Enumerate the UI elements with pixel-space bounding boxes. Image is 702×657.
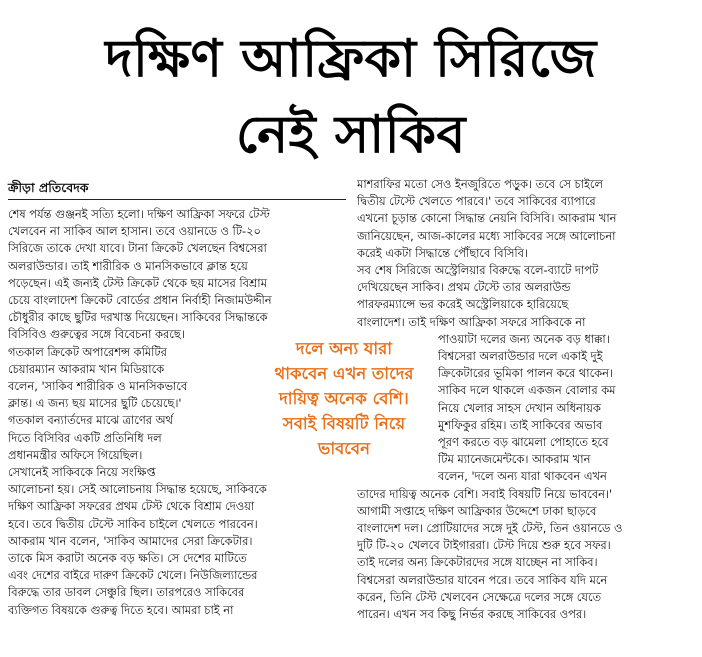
text-line: করেই একটা সিদ্ধান্তে পৌঁছাবে বিসিবি। xyxy=(357,245,529,260)
text-line: চেয়ে বাংলাদেশ ক্রিকেট বোর্ডের প্রধান নির্বাহী নিজামউদ্দীন xyxy=(8,292,272,307)
column-1-top xyxy=(8,206,350,344)
pull-quote-line: ভাববেন xyxy=(318,439,370,458)
text-line: গতকাল ক্রিকেট অপারেশন্স কমিটির xyxy=(8,344,167,359)
text-line: প্রধানমন্ত্রীর অফিসে গিয়েছিল। xyxy=(8,447,143,462)
text-line: বাংলাদেশ দল। প্রোটিয়াদের সঙ্গে দুই টেস্ট, তিন ওয়ানডে ও xyxy=(357,520,623,535)
text-line: তাই দলের অন্য ক্রিকেটারদের সঙ্গে যাচ্ছেন না সাকিব। xyxy=(357,555,598,570)
text-line: বিশ্বসেরা অলরাউন্ডার দলে একাই দুই xyxy=(438,348,603,363)
text-line: ক্রিকেটারের ভূমিকা পালন করে থাকেন। xyxy=(438,366,614,381)
text-line: অলরাউন্ডার। তাই শারীরিক ও মানসিকভাবে ক্লান্ত হয়ে xyxy=(8,258,248,273)
byline-divider xyxy=(8,199,346,200)
text-line: ক্লান্ত। এ জন্য ছয় মাসের ছুটি চেয়েছে।' xyxy=(8,396,182,411)
text-line: করেন, তিনি টেস্ট খেলবেন সেক্ষেত্রে দলের সঙ্গে যেতে xyxy=(357,589,602,604)
text-line: সব শেষ সিরিজে অস্ট্রেলিয়ার বিরুদ্ধে বলে-ব্যাটে দাপট xyxy=(357,262,599,277)
text-line: পারফরম্যান্সে ভর করেই অস্ট্রেলিয়াকে হারিয়েছে xyxy=(357,297,569,312)
pull-quote-line: থাকবেন এখন তাদের xyxy=(274,364,414,383)
text-line: খেলবেন না সাকিব আল হাসান। তবে ওয়ানডে ও টি-২০ xyxy=(8,224,261,239)
pull-quote-line: দায়িত্ব অনেক বেশি। xyxy=(279,389,409,408)
text-line: বাংলাদেশ। তাই দক্ষিণ আফ্রিকা সফরে সাকিবকে না xyxy=(357,314,586,329)
text-line: তাদের দায়িত্ব অনেক বেশি। সবাই বিষয়টি নিয়ে ভাববেন।' xyxy=(357,486,613,501)
text-line: বলেন, 'দলে অন্য যারা থাকবেন এখন xyxy=(438,469,607,484)
text-line: ব্যক্তিগত বিষয়কে গুরুত্ব দিতে হবে। আমরা চাই না xyxy=(8,602,234,617)
text-line: গতকাল বন্যার্তদের মাঝে ত্রাণের অর্থ xyxy=(8,413,173,428)
text-line: দিতে বিসিবির একটি প্রতিনিধি দল xyxy=(8,430,162,445)
headline-line-2: নেই সাকিব xyxy=(236,105,466,165)
pull-quote xyxy=(250,336,438,461)
text-line: চেয়ারম্যান আকরাম খান মিডিয়াকে xyxy=(8,361,165,376)
text-line: এবং দেশের বাইরে দারুণ ক্রিকেট খেলে। নিউজিল্যান্ডের xyxy=(8,568,258,583)
pull-quote-line: দলে অন্য যারা xyxy=(295,339,393,358)
text-line: বলেন, 'সাকিব শারীরিক ও মানসিকভাবে xyxy=(8,378,188,393)
text-line: দক্ষিণ আফ্রিকা সফরের প্রথম টেস্ট থেকে বিশ্রাম দেওয়া xyxy=(8,499,255,514)
text-line: দেখিয়েছেন সাকিব। প্রথম টেস্টে তার অলরাউন্ড xyxy=(357,280,571,295)
column-2-bottom xyxy=(357,486,697,624)
text-line: দুটি টি-২০ খেলবে টাইগাররা। টেস্ট দিয়ে শুরু হবে সফর। xyxy=(357,538,611,553)
text-line: বিসিবিও গুরুত্বের সঙ্গে বিবেচনা করছে। xyxy=(8,327,185,342)
text-line: সাকিব দলে থাকলে একজন বোলার কম xyxy=(438,383,616,398)
text-line: দ্বিতীয় টেস্টে খেলতে পারবে।' তবে সাকিবের ব্যাপারে xyxy=(357,194,596,209)
column-1-narrow xyxy=(8,344,244,482)
text-line: আলোচনা হয়। সেই আলোচনায় সিদ্ধান্ত হয়েছে, সাকিবকে xyxy=(8,482,267,497)
text-line: মুশফিকুর রহিম। তাই সাকিবের অভাব xyxy=(438,417,603,432)
pull-quote-line: সবাই বিষয়টি নিয়ে xyxy=(282,414,406,433)
text-line: তাকে মিস করাটা অনেক বড় ক্ষতি। সে দেশের মাটিতে xyxy=(8,550,247,565)
byline: ক্রীড়া প্রতিবেদক xyxy=(8,180,89,195)
text-line: পাওয়াটা দলের জন্য অনেক বড় ধাক্কা। xyxy=(438,331,610,346)
text-line: এখনো চূড়ান্ত কোনো সিদ্ধান্ত নেয়নি বিসিবি। আকরাম খান xyxy=(357,211,617,226)
column-2-top xyxy=(357,176,697,331)
text-line: পারেন। এখন সব কিছু নির্ভর করছে সাকিবের ওপর। xyxy=(357,606,587,621)
text-line: চৌধুরীর কাছে ছুটির দরখাস্ত দিয়েছেন। সাকিবের সিদ্ধান্তকে xyxy=(8,310,268,325)
text-line: টিম ম্যানেজমেন্টকে। আকরাম খান xyxy=(438,452,591,467)
text-line: পড়েছেন। এই জন্যই টেস্ট ক্রিকেট থেকে ছয় মাসের বিশ্রাম xyxy=(8,275,267,290)
text-line: জানিয়েছেন, আজ-কালের মধ্যে সাকিবের সঙ্গে আলোচনা xyxy=(357,228,616,243)
text-line: বিশ্বসেরা অলরাউন্ডার যাবেন পরে। তবে সাকিব যদি মনে xyxy=(357,572,608,587)
column-1-bottom xyxy=(8,481,350,619)
text-line: সেখানেই সাকিবকে নিয়ে সংক্ষিপ্ত xyxy=(8,464,156,479)
headline-line-1: দক্ষিণ আফ্রিকা সিরিজে xyxy=(105,29,597,89)
text-line: মাশরাফির মতো সেও ইনজুরিতে পড়ুক। তবে সে চাইলে xyxy=(357,177,603,191)
column-2-narrow xyxy=(438,331,700,486)
text-line: শেষ পর্যন্ত গুঞ্জনই সত্যি হলো। দক্ষিণ আফ্রিকা সফরে টেস্ট xyxy=(8,207,270,221)
text-line: নিয়ে খেলার সাহস দেখান অধিনায়ক xyxy=(438,400,601,415)
text-line: আগামী সপ্তাহে দক্ষিণ আফ্রিকার উদ্দেশে ঢাকা ছাড়বে xyxy=(357,503,597,518)
text-line: বিরুদ্ধে তার ডাবল সেঞ্চুরি ছিল। তারপরেও সাকিবের xyxy=(8,585,245,600)
text-line: আকরাম খান বলেন, 'সাকিব আমাদের সেরা ক্রিকেটার। xyxy=(8,533,253,548)
text-line: হবে। তবে দ্বিতীয় টেস্টে সাকিব চাইলে খেলতে পারবেন। xyxy=(8,516,258,531)
text-line: পূরণ করতে বড় ঝামেলা পোহাতে হবে xyxy=(438,434,609,449)
text-line: সিরিজে তাকে দেখা যাবে। টানা ক্রিকেট খেলছেন বিশ্বসেরা xyxy=(8,241,267,256)
